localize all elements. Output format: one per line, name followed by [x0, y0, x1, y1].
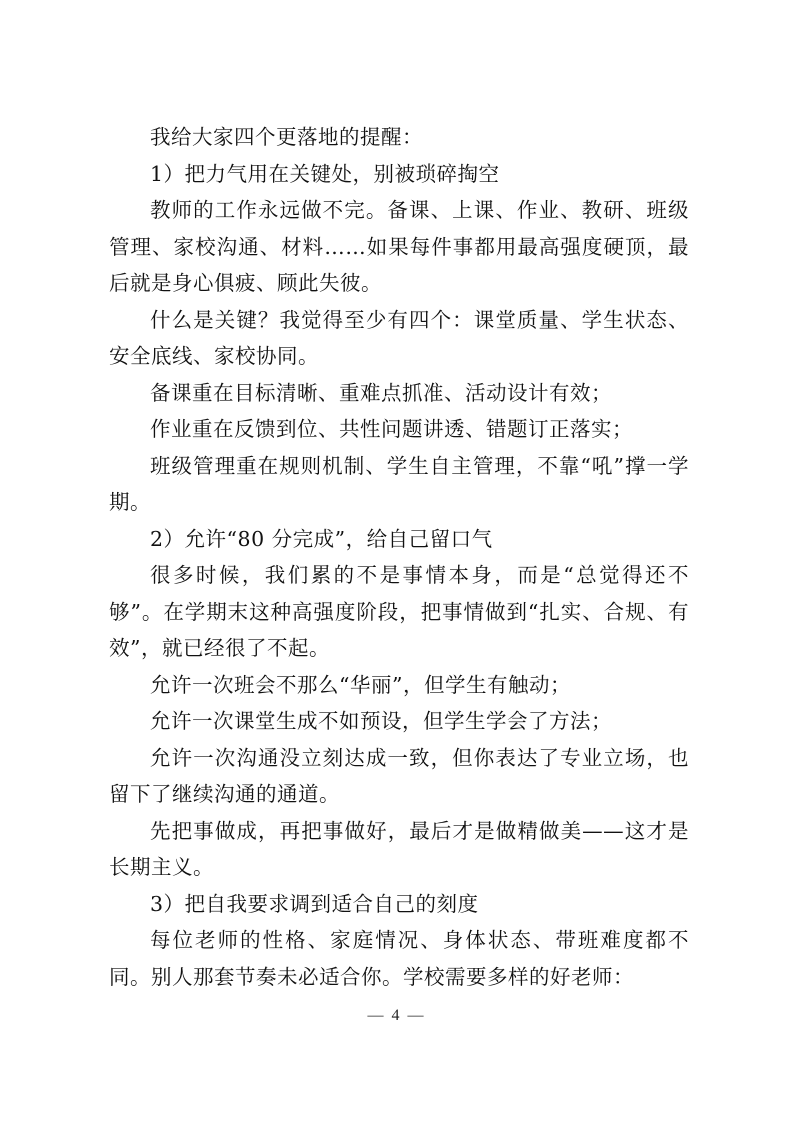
paragraph: 作业重在反馈到位、共性问题讲透、错题订正落实； — [150, 417, 633, 441]
section-heading-3: 3）把自我要求调到适合自己的刻度 — [150, 891, 479, 916]
paragraph: 备课重在目标清晰、重难点抓准、活动设计有效； — [150, 380, 612, 405]
paragraph: 允许一次班会不那么“华丽”，但学生有触动； — [150, 672, 571, 697]
document-body — [109, 119, 689, 995]
paragraph: 教师的工作永远做不完。备课、上课、作业、教研、班级管理、家校沟通、材料……如果每件事都用最高强度硬顶，最后就是身心俱疲、顾此失彼。 — [109, 198, 689, 295]
paragraph: 先把事做成，再把事做好，最后才是做精做美——这才是长期主义。 — [109, 818, 689, 879]
section-heading-2: 2）允许“80 分完成”，给自己留口气 — [150, 526, 493, 551]
paragraph: 允许一次课堂生成不如预设，但学生学会了方法； — [150, 709, 612, 733]
paragraph: 每位老师的性格、家庭情况、身体状态、带班难度都不同。别人那套节奏未必适合你。学校需要多样的好老师： — [109, 928, 689, 989]
paragraph: 很多时候，我们累的不是事情本身，而是“总觉得还不够”。在学期末这种高强度阶段，把事情做到“扎实、合规、有效”，就已经很了不起。 — [109, 563, 689, 660]
paragraph: 班级管理重在规则机制、学生自主管理，不靠“吼”撑一学期。 — [109, 453, 689, 514]
section-heading-1: 1）把力气用在关键处，别被琐碎掏空 — [150, 161, 500, 186]
paragraph: 允许一次沟通没立刻达成一致，但你表达了专业立场，也留下了继续沟通的通道。 — [109, 745, 689, 806]
paragraph-intro: 我给大家四个更落地的提醒： — [150, 125, 423, 149]
page-number: — 4 — — [367, 1007, 426, 1024]
paragraph: 什么是关键？我觉得至少有四个：课堂质量、学生状态、安全底线、家校协同。 — [109, 307, 689, 368]
